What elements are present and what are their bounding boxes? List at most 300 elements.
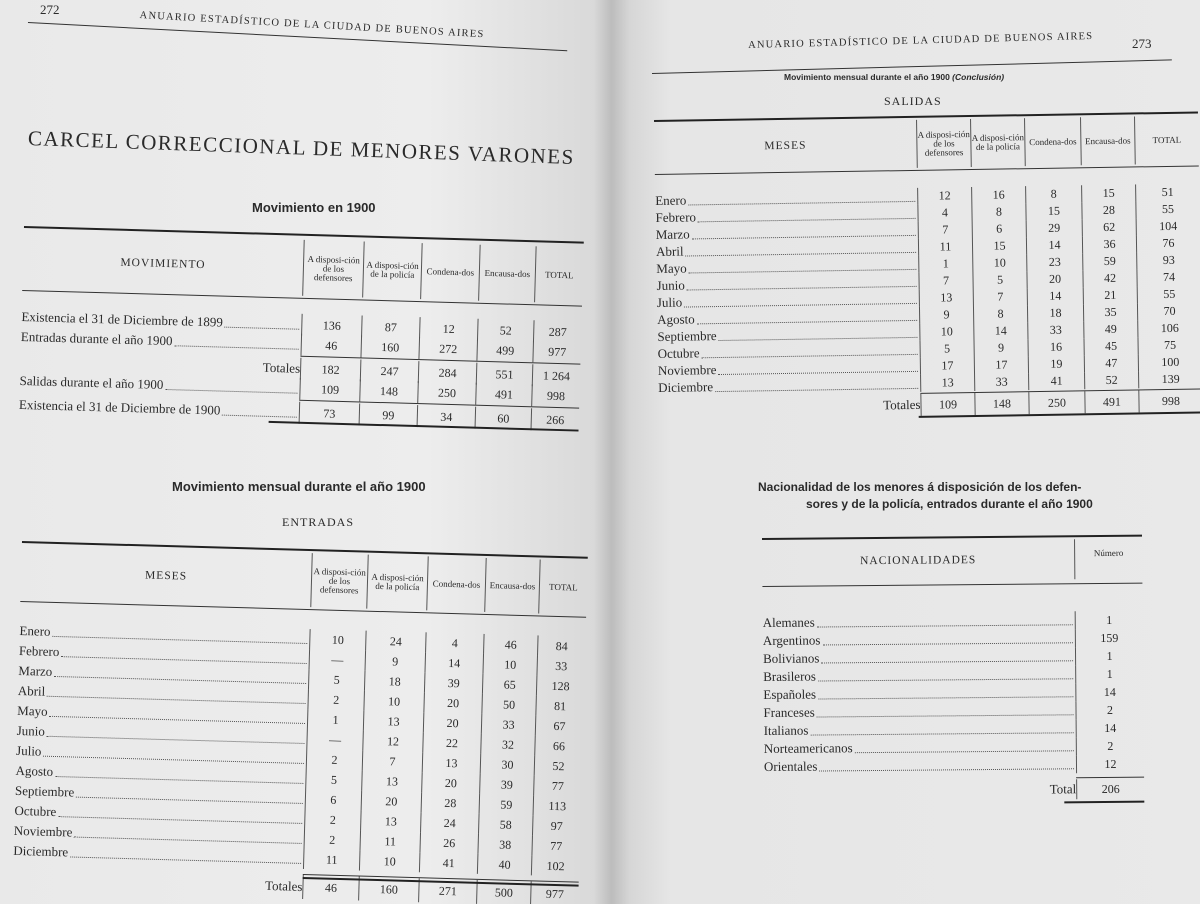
cell-value: 1 bbox=[918, 255, 972, 273]
row-label-text: Existencia el 31 de Diciembre de 1899 bbox=[21, 308, 224, 330]
cell-value: 13 bbox=[422, 752, 481, 774]
cell-value: 2 bbox=[306, 749, 363, 771]
cell-value: 5 bbox=[972, 271, 1026, 289]
cell-value: 12 bbox=[362, 731, 423, 753]
cell-value: 36 bbox=[1082, 235, 1136, 253]
running-head-right: ANUARIO ESTADÍSTICO DE LA CIUDAD DE BUENOS AIRES bbox=[748, 30, 1094, 51]
cell-value: 14 bbox=[1027, 287, 1083, 305]
row-label-text: Totales bbox=[883, 396, 921, 413]
cell-value: 81 bbox=[535, 695, 584, 716]
row-label-text: Marzo bbox=[655, 225, 690, 242]
cell-value: 250 bbox=[417, 381, 476, 405]
row-label-text: Abril bbox=[655, 243, 684, 259]
cell-value: 13 bbox=[363, 711, 424, 733]
cell-value: 17 bbox=[920, 357, 974, 375]
mensual-title: Movimiento mensual durante el año 1900 bbox=[172, 479, 426, 494]
row-label bbox=[763, 666, 1075, 685]
cell-value: 2 bbox=[1076, 737, 1144, 756]
cell-value: 10 bbox=[359, 851, 420, 873]
cell-value: 15 bbox=[1025, 202, 1081, 220]
cell-value: 41 bbox=[1028, 372, 1084, 390]
cell-value: 10 bbox=[482, 654, 537, 676]
row-label-text: Existencia el 31 de Diciembre de 1900 bbox=[18, 396, 221, 418]
cell-value: 148 bbox=[359, 379, 418, 403]
cell-value: 7 bbox=[973, 288, 1027, 306]
cell-value: 52 bbox=[1084, 371, 1138, 389]
row-label-text: Julio bbox=[656, 294, 683, 310]
cell-value: 5 bbox=[308, 669, 365, 691]
cell-value: 10 bbox=[972, 254, 1026, 272]
cell-value: 55 bbox=[1135, 200, 1199, 218]
cell-value: 21 bbox=[1083, 286, 1137, 304]
cell-value: 14 bbox=[973, 322, 1027, 340]
cell-value: 11 bbox=[359, 831, 420, 853]
row-label-text: Febrero bbox=[18, 642, 60, 660]
dot-leader bbox=[819, 756, 1074, 771]
caption-text: Movimiento mensual durante el año 1900 bbox=[784, 72, 950, 82]
cell-value: 148 bbox=[974, 392, 1028, 415]
col-header-2: A disposi-ción de la policía bbox=[970, 118, 1025, 167]
row-label bbox=[12, 871, 302, 895]
cell-value: 977 bbox=[532, 340, 581, 363]
row-label bbox=[21, 329, 301, 353]
cell-value: 58 bbox=[478, 814, 533, 836]
cell-value: 491 bbox=[1084, 390, 1138, 413]
cell-value: 75 bbox=[1137, 336, 1200, 354]
dot-leader bbox=[684, 290, 917, 307]
page-number-right: 273 bbox=[1132, 36, 1152, 51]
entradas-table bbox=[13, 541, 588, 901]
row-label-text: Abril bbox=[17, 682, 46, 699]
dot-leader bbox=[165, 377, 298, 394]
cell-value: 22 bbox=[422, 732, 481, 754]
cell-value: 13 bbox=[361, 771, 422, 793]
cell-value: 18 bbox=[364, 671, 425, 693]
row-label-text: Salidas durante el año 1900 bbox=[19, 372, 164, 392]
cell-value: 59 bbox=[479, 794, 534, 816]
col-header-1: A disposi-ción de los defensores bbox=[302, 240, 364, 298]
dot-leader bbox=[715, 375, 918, 391]
table-row bbox=[764, 755, 1144, 776]
cell-value: 11 bbox=[303, 849, 360, 871]
cell-value: 41 bbox=[419, 852, 478, 874]
row-label-text: Noviembre bbox=[657, 361, 717, 378]
row-label-text: Marzo bbox=[18, 662, 53, 679]
col-header-nacionalidades: NACIONALIDADES bbox=[860, 553, 977, 567]
dot-leader bbox=[817, 702, 1074, 717]
cell-value: 30 bbox=[480, 754, 535, 775]
cell-value: 136 bbox=[301, 314, 362, 338]
row-label-text: Argentinos bbox=[762, 632, 821, 648]
dot-leader bbox=[701, 341, 917, 357]
row-label-text: Totales bbox=[264, 877, 303, 894]
cell-value: 7 bbox=[362, 751, 423, 773]
dot-leader bbox=[818, 684, 1073, 699]
cell-value: 73 bbox=[299, 402, 360, 426]
col-header-label: MESES bbox=[764, 139, 807, 152]
row-label bbox=[658, 397, 920, 417]
cell-value: 20 bbox=[423, 712, 482, 734]
dot-leader bbox=[718, 358, 918, 374]
cell-value: 29 bbox=[1026, 219, 1082, 237]
cell-value: 1 264 bbox=[532, 364, 581, 387]
totals-row bbox=[764, 779, 1144, 802]
row-label bbox=[763, 702, 1075, 721]
cell-value: 271 bbox=[418, 878, 477, 904]
dot-leader bbox=[74, 825, 302, 844]
cell-value: 6 bbox=[972, 220, 1026, 238]
cell-value: 62 bbox=[1082, 218, 1136, 236]
cell-value: 59 bbox=[1082, 252, 1136, 270]
cell-value: 15 bbox=[1081, 184, 1135, 202]
cell-value: 106 bbox=[1137, 319, 1200, 337]
col-header-label: MOVIMIENTO bbox=[120, 256, 206, 271]
row-label-text: Octubre bbox=[657, 344, 700, 361]
cell-value: 66 bbox=[534, 735, 583, 756]
caption-note: (Conclusión) bbox=[952, 72, 1005, 82]
cell-value: 1 bbox=[1075, 665, 1143, 684]
cell-value: 9 bbox=[973, 339, 1027, 357]
cell-value: 6 bbox=[305, 789, 362, 811]
row-label-text: Junio bbox=[656, 277, 685, 293]
row-label-text: Italianos bbox=[763, 722, 809, 738]
cell-value: 60 bbox=[475, 407, 532, 431]
row-label bbox=[763, 612, 1075, 631]
cell-value: 12 bbox=[1076, 755, 1144, 774]
dot-leader bbox=[225, 315, 300, 330]
col-header-label: MESES bbox=[144, 568, 188, 583]
cell-value: 24 bbox=[420, 812, 479, 834]
cell-value: 266 bbox=[530, 408, 579, 431]
dot-leader bbox=[692, 222, 916, 239]
dot-leader bbox=[52, 624, 307, 644]
cell-value: — bbox=[306, 729, 363, 751]
cell-value: 160 bbox=[358, 877, 419, 903]
cell-value: 287 bbox=[533, 320, 582, 343]
dot-leader bbox=[174, 333, 299, 349]
dot-leader bbox=[687, 273, 917, 290]
cell-value: 45 bbox=[1083, 337, 1137, 355]
table-header bbox=[654, 115, 1199, 172]
row-label-text: Julio bbox=[15, 742, 42, 759]
cell-value: 10 bbox=[919, 323, 973, 341]
cell-value: 28 bbox=[421, 792, 480, 814]
row-label-text: Agosto bbox=[15, 762, 54, 779]
row-label-text: Diciembre bbox=[658, 378, 714, 395]
cell-value: 998 bbox=[531, 384, 580, 407]
cell-value: 10 bbox=[309, 629, 366, 651]
row-label-text: Diciembre bbox=[13, 842, 69, 860]
movimiento-table bbox=[18, 226, 584, 427]
row-label-text: Junio bbox=[16, 722, 46, 739]
cell-value: 272 bbox=[418, 337, 477, 361]
cell-value: 12 bbox=[419, 317, 478, 341]
dot-leader bbox=[55, 764, 304, 784]
col-header-3: Condena-dos bbox=[426, 556, 485, 612]
cell-value: 500 bbox=[476, 880, 531, 904]
nacionalidad-title-line1: Nacionalidad de los menores á disposición de los defen- bbox=[758, 480, 1082, 494]
cell-value: 19 bbox=[1028, 355, 1084, 373]
cell-value: 26 bbox=[419, 832, 478, 854]
col-header-3: Condena-dos bbox=[1024, 117, 1081, 166]
cell-value: 18 bbox=[1027, 304, 1083, 322]
row-label-text: Alemanes bbox=[762, 614, 815, 630]
cell-value: 70 bbox=[1137, 302, 1200, 320]
dot-leader bbox=[855, 738, 1074, 753]
cell-value: 1 bbox=[1075, 611, 1143, 630]
table-header bbox=[762, 539, 1142, 582]
cell-value: 977 bbox=[530, 881, 579, 904]
row-label bbox=[19, 397, 299, 421]
cell-value: 77 bbox=[531, 835, 580, 856]
cell-value: 14 bbox=[424, 652, 483, 674]
col-header-5: TOTAL bbox=[1134, 115, 1199, 164]
cell-value: 109 bbox=[299, 378, 360, 402]
cell-value: 8 bbox=[971, 203, 1025, 221]
table-header-rule bbox=[762, 583, 1142, 587]
row-label-text: Noviembre bbox=[13, 822, 73, 840]
cell-value: 33 bbox=[1027, 321, 1083, 339]
col-header-1: A disposi-ción de los defensores bbox=[310, 553, 367, 609]
col-header-3: Condena-dos bbox=[420, 243, 480, 301]
cell-value: 284 bbox=[418, 361, 477, 385]
dot-leader bbox=[822, 630, 1073, 645]
cell-value: 46 bbox=[300, 334, 361, 358]
dot-leader bbox=[821, 648, 1073, 663]
row-label-text: Septiembre bbox=[657, 327, 717, 344]
dot-leader bbox=[698, 205, 916, 221]
col-header-4: Encausa-dos bbox=[478, 245, 536, 303]
row-label-text: Españoles bbox=[763, 686, 817, 702]
entradas-subtitle: ENTRADAS bbox=[282, 515, 355, 529]
row-label-text: Agosto bbox=[657, 310, 695, 327]
cell-value: 12 bbox=[917, 187, 971, 205]
salidas-table bbox=[654, 111, 1198, 413]
dot-leader bbox=[810, 720, 1073, 735]
row-label bbox=[764, 738, 1076, 757]
cell-value: 8 bbox=[973, 305, 1027, 323]
dot-leader bbox=[61, 644, 307, 664]
col-header-4: Encausa-dos bbox=[484, 558, 539, 613]
cell-value: 24 bbox=[365, 631, 426, 653]
dot-leader bbox=[688, 188, 915, 205]
cell-value: 20 bbox=[361, 791, 422, 813]
cell-value: 17 bbox=[974, 356, 1028, 374]
cell-value: 7 bbox=[918, 272, 972, 290]
right-page bbox=[612, 0, 1200, 904]
cell-value: 109 bbox=[920, 393, 974, 416]
cell-value: 13 bbox=[920, 374, 974, 392]
cell-value: 34 bbox=[417, 405, 476, 429]
cell-value: 49 bbox=[1083, 320, 1137, 338]
running-head-left: ANUARIO ESTADÍSTICO DE LA CIUDAD DE BUENOS AIRES bbox=[139, 10, 485, 41]
dot-leader bbox=[818, 666, 1073, 681]
cell-value: 20 bbox=[421, 772, 480, 794]
row-label-text: Brasileros bbox=[763, 668, 816, 684]
cell-value: 10 bbox=[363, 691, 424, 713]
nacionalidad-table bbox=[762, 535, 1142, 797]
cell-value: 20 bbox=[1026, 270, 1082, 288]
salidas-subtitle: SALIDAS bbox=[884, 94, 942, 108]
cell-value: 247 bbox=[360, 359, 419, 383]
cell-value: 551 bbox=[476, 363, 533, 387]
cell-value: 16 bbox=[971, 186, 1025, 204]
cell-value: 52 bbox=[477, 319, 534, 343]
cell-value: 2 bbox=[1075, 701, 1143, 720]
cell-value: 46 bbox=[483, 634, 538, 656]
col-header-4: Encausa-dos bbox=[1080, 116, 1135, 165]
dot-leader bbox=[718, 324, 917, 340]
cell-value: 55 bbox=[1137, 285, 1200, 303]
cell-value: 139 bbox=[1138, 370, 1200, 388]
cell-value: 14 bbox=[1026, 236, 1082, 254]
cell-value: 76 bbox=[1136, 234, 1200, 252]
row-label-text: Octubre bbox=[14, 802, 57, 820]
cell-value: 128 bbox=[536, 675, 585, 696]
col-header-2: A disposi-ción de la policía bbox=[362, 241, 422, 299]
cell-value: 28 bbox=[1081, 201, 1135, 219]
cell-value: 182 bbox=[300, 358, 361, 382]
cell-value: 33 bbox=[536, 655, 585, 676]
cell-value: 87 bbox=[361, 315, 420, 339]
cell-value: 42 bbox=[1082, 269, 1136, 287]
row-label bbox=[764, 756, 1076, 775]
cell-value: 32 bbox=[480, 734, 535, 756]
cell-value: 159 bbox=[1075, 629, 1143, 648]
cell-value: 35 bbox=[1083, 303, 1137, 321]
row-label bbox=[764, 781, 1076, 800]
row-label-text: Septiembre bbox=[14, 782, 75, 800]
cell-value: 9 bbox=[365, 651, 426, 673]
cell-value: 40 bbox=[477, 854, 532, 875]
dot-leader bbox=[70, 844, 301, 863]
row-label bbox=[763, 630, 1075, 649]
row-label-text: Mayo bbox=[17, 702, 48, 719]
row-label bbox=[763, 648, 1075, 667]
dot-leader bbox=[58, 804, 302, 824]
row-label bbox=[658, 375, 920, 395]
cell-value: 50 bbox=[481, 694, 536, 715]
cell-value: 84 bbox=[537, 635, 586, 656]
cell-value: 5 bbox=[920, 340, 974, 358]
dot-leader bbox=[76, 785, 303, 804]
cell-value: 52 bbox=[534, 755, 583, 776]
cell-value: 67 bbox=[535, 715, 584, 736]
cell-value: 46 bbox=[302, 875, 359, 901]
row-label-text: Franceses bbox=[763, 704, 815, 720]
cell-value: 998 bbox=[1138, 389, 1200, 412]
row-label-text: Febrero bbox=[655, 208, 697, 225]
cell-value: — bbox=[309, 649, 366, 671]
row-label-text: Orientales bbox=[763, 758, 818, 774]
table-bottom-rule bbox=[1064, 801, 1144, 804]
cell-value: 93 bbox=[1136, 251, 1200, 269]
cell-value: 499 bbox=[476, 339, 533, 363]
movimiento-title: Movimiento en 1900 bbox=[252, 200, 376, 215]
cell-value: 13 bbox=[919, 289, 973, 307]
cell-value: 160 bbox=[360, 335, 419, 359]
cell-value: 5 bbox=[305, 769, 362, 791]
dot-leader bbox=[689, 256, 917, 273]
cell-value: 51 bbox=[1135, 183, 1199, 201]
cell-value: 104 bbox=[1136, 217, 1200, 235]
col-header-2: A disposi-ción de la policía bbox=[366, 555, 427, 611]
col-header-5: TOTAL bbox=[538, 559, 587, 614]
row-label-text: Entradas durante el año 1900 bbox=[20, 328, 173, 349]
cell-value: 16 bbox=[1027, 338, 1083, 356]
cell-value: 77 bbox=[533, 775, 582, 796]
page-title: CARCEL CORRECCIONAL DE MENORES VARONES bbox=[27, 126, 576, 170]
cell-value: 4 bbox=[425, 632, 484, 654]
cell-value: 4 bbox=[917, 204, 971, 222]
cell-value: 491 bbox=[475, 383, 532, 407]
dot-leader bbox=[817, 612, 1073, 627]
cell-value: 113 bbox=[533, 795, 582, 816]
row-label bbox=[763, 684, 1075, 703]
dot-leader bbox=[54, 664, 306, 684]
cell-value: 39 bbox=[424, 672, 483, 694]
cell-value: 23 bbox=[1026, 253, 1082, 271]
cell-value: 250 bbox=[1028, 391, 1084, 414]
cell-value: 33 bbox=[974, 373, 1028, 391]
cell-value: 1 bbox=[307, 709, 364, 731]
cell-value: 102 bbox=[531, 855, 580, 876]
cell-value: 65 bbox=[482, 674, 537, 695]
cell-value: 100 bbox=[1138, 353, 1200, 371]
cell-value: 33 bbox=[481, 714, 536, 736]
row-label-text: Enero bbox=[655, 192, 687, 208]
cell-value: 20 bbox=[423, 692, 482, 714]
col-header-1: A disposi-ción de los defensores bbox=[916, 119, 971, 168]
col-header-numero: Número bbox=[1074, 539, 1142, 580]
cell-value: 9 bbox=[919, 306, 973, 324]
cell-value: 8 bbox=[1025, 185, 1081, 203]
dot-leader bbox=[222, 403, 297, 418]
cell-value: 39 bbox=[479, 774, 534, 795]
cell-value: 99 bbox=[359, 403, 418, 427]
cell-value: 14 bbox=[1075, 683, 1143, 702]
cell-value: 38 bbox=[477, 834, 532, 855]
dot-leader bbox=[685, 239, 916, 256]
cell-value: 2 bbox=[304, 829, 361, 851]
row-label-text: Bolivianos bbox=[762, 650, 820, 666]
cell-value: 7 bbox=[918, 221, 972, 239]
row-label-text: Total bbox=[1049, 781, 1077, 797]
cell-value: 13 bbox=[360, 811, 421, 833]
cell-value: 15 bbox=[972, 237, 1026, 255]
row-label-text: Totales bbox=[262, 359, 301, 376]
col-header-5: TOTAL bbox=[534, 246, 584, 303]
row-label-text: Mayo bbox=[656, 260, 687, 276]
row-label-text: Enero bbox=[19, 622, 51, 639]
cell-value: 11 bbox=[918, 238, 972, 256]
cell-value: 1 bbox=[1075, 647, 1143, 666]
page-number-left: 272 bbox=[40, 2, 60, 17]
cell-value: 14 bbox=[1076, 719, 1144, 738]
dot-leader bbox=[697, 307, 918, 323]
cell-value: 97 bbox=[532, 815, 581, 836]
cell-value: 206 bbox=[1076, 779, 1144, 800]
row-label bbox=[19, 373, 299, 397]
row-label bbox=[764, 720, 1076, 739]
cell-value: 47 bbox=[1084, 354, 1138, 372]
nacionalidad-title-line2: sores y de la policía, entrados durante el año 1900 bbox=[806, 497, 1093, 511]
salidas-caption bbox=[784, 72, 1004, 82]
cell-value: 2 bbox=[304, 809, 361, 831]
row-label-text: Norteamericanos bbox=[763, 740, 853, 756]
cell-value: 2 bbox=[307, 689, 364, 711]
cell-value: 74 bbox=[1136, 268, 1200, 286]
